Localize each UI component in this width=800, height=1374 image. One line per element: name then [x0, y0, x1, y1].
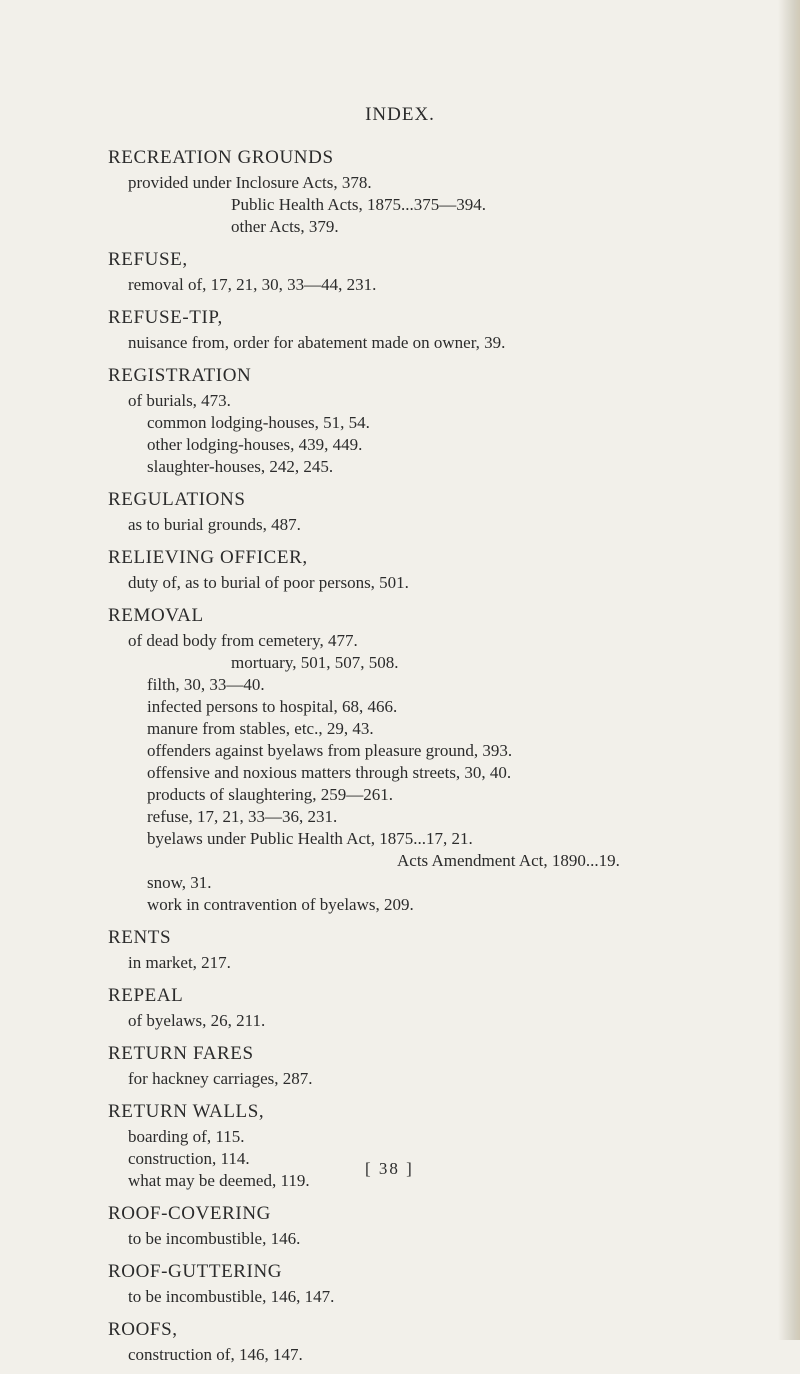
entry-subline: nuisance from, order for abatement made on owner, 39. [128, 333, 506, 352]
index-entry [0, 1200, 800, 1250]
entry-subline: snow, 31. [147, 873, 212, 892]
running-header: INDEX. [365, 104, 435, 125]
index-entry [0, 1316, 800, 1366]
page-number: [ 38 ] [365, 1159, 414, 1178]
entry-heading: ROOF-GUTTERING [108, 1261, 283, 1282]
entry-subline: to be incombustible, 146. [128, 1229, 301, 1248]
index-entry [0, 1258, 800, 1308]
index-entry [0, 486, 800, 536]
entry-subline: mortuary, 501, 507, 508. [231, 653, 399, 672]
entry-subline: to be incombustible, 146, 147. [128, 1287, 335, 1306]
index-entry [0, 924, 800, 974]
entry-heading: REGULATIONS [108, 489, 246, 510]
entry-heading: REFUSE, [108, 249, 188, 270]
entry-heading: ROOFS, [108, 1319, 178, 1340]
entry-subline: construction, 114. [128, 1149, 250, 1168]
entry-subline: other lodging-houses, 439, 449. [147, 435, 363, 454]
entry-subline: boarding of, 115. [128, 1127, 245, 1146]
entry-subline: work in contravention of byelaws, 209. [147, 895, 414, 914]
entry-subline: provided under Inclosure Acts, 378. [128, 173, 372, 192]
entry-subline: slaughter-houses, 242, 245. [147, 457, 334, 476]
index-entry [0, 246, 800, 296]
entry-subline: common lodging-houses, 51, 54. [147, 413, 370, 432]
entry-subline: offenders against byelaws from pleasure ground, 393. [147, 741, 513, 760]
entry-heading: REGISTRATION [108, 365, 252, 386]
index-entry [0, 1040, 800, 1090]
index-entries [0, 144, 800, 1374]
index-entry [0, 144, 800, 238]
entry-subline: other Acts, 379. [231, 217, 339, 236]
entry-subline: offensive and noxious matters through streets, 30, 40. [147, 763, 512, 782]
entry-subline: Public Health Acts, 1875...375—394. [231, 195, 486, 214]
entry-subline: products of slaughtering, 259—261. [147, 785, 393, 804]
entry-subline: of dead body from cemetery, 477. [128, 631, 358, 650]
entry-heading: REPEAL [108, 985, 184, 1006]
entry-subline: construction of, 146, 147. [128, 1345, 303, 1364]
index-entry [0, 362, 800, 478]
entry-subline: in market, 217. [128, 953, 231, 972]
entry-heading: RECREATION GROUNDS [108, 147, 334, 168]
entry-subline: infected persons to hospital, 68, 466. [147, 697, 398, 716]
entry-subline: for hackney carriages, 287. [128, 1069, 313, 1088]
entry-heading: RELIEVING OFFICER, [108, 547, 308, 568]
page-edge-shadow [778, 0, 800, 1340]
index-entry [0, 982, 800, 1032]
index-entry [0, 602, 800, 916]
entry-subline: filth, 30, 33—40. [147, 675, 265, 694]
entry-subline: byelaws under Public Health Act, 1875...17, 21. [147, 829, 473, 848]
entry-subline: what may be deemed, 119. [128, 1171, 310, 1190]
entry-heading: RETURN FARES [108, 1043, 254, 1064]
entry-subline: as to burial grounds, 487. [128, 515, 301, 534]
entry-subline: manure from stables, etc., 29, 43. [147, 719, 374, 738]
entry-subline: refuse, 17, 21, 33—36, 231. [147, 807, 338, 826]
entry-heading: RENTS [108, 927, 172, 948]
entry-subline: duty of, as to burial of poor persons, 501. [128, 573, 409, 592]
entry-heading: REMOVAL [108, 605, 204, 626]
entry-heading: RETURN WALLS, [108, 1101, 265, 1122]
entry-subline: of byelaws, 26, 211. [128, 1011, 266, 1030]
index-entry [0, 544, 800, 594]
entry-heading: ROOF-COVERING [108, 1203, 271, 1224]
entry-heading: REFUSE-TIP, [108, 307, 223, 328]
entry-subline: of burials, 473. [128, 391, 231, 410]
entry-subline: removal of, 17, 21, 30, 33—44, 231. [128, 275, 377, 294]
entry-subline: Acts Amendment Act, 1890...19. [397, 851, 620, 870]
index-entry [0, 304, 800, 354]
